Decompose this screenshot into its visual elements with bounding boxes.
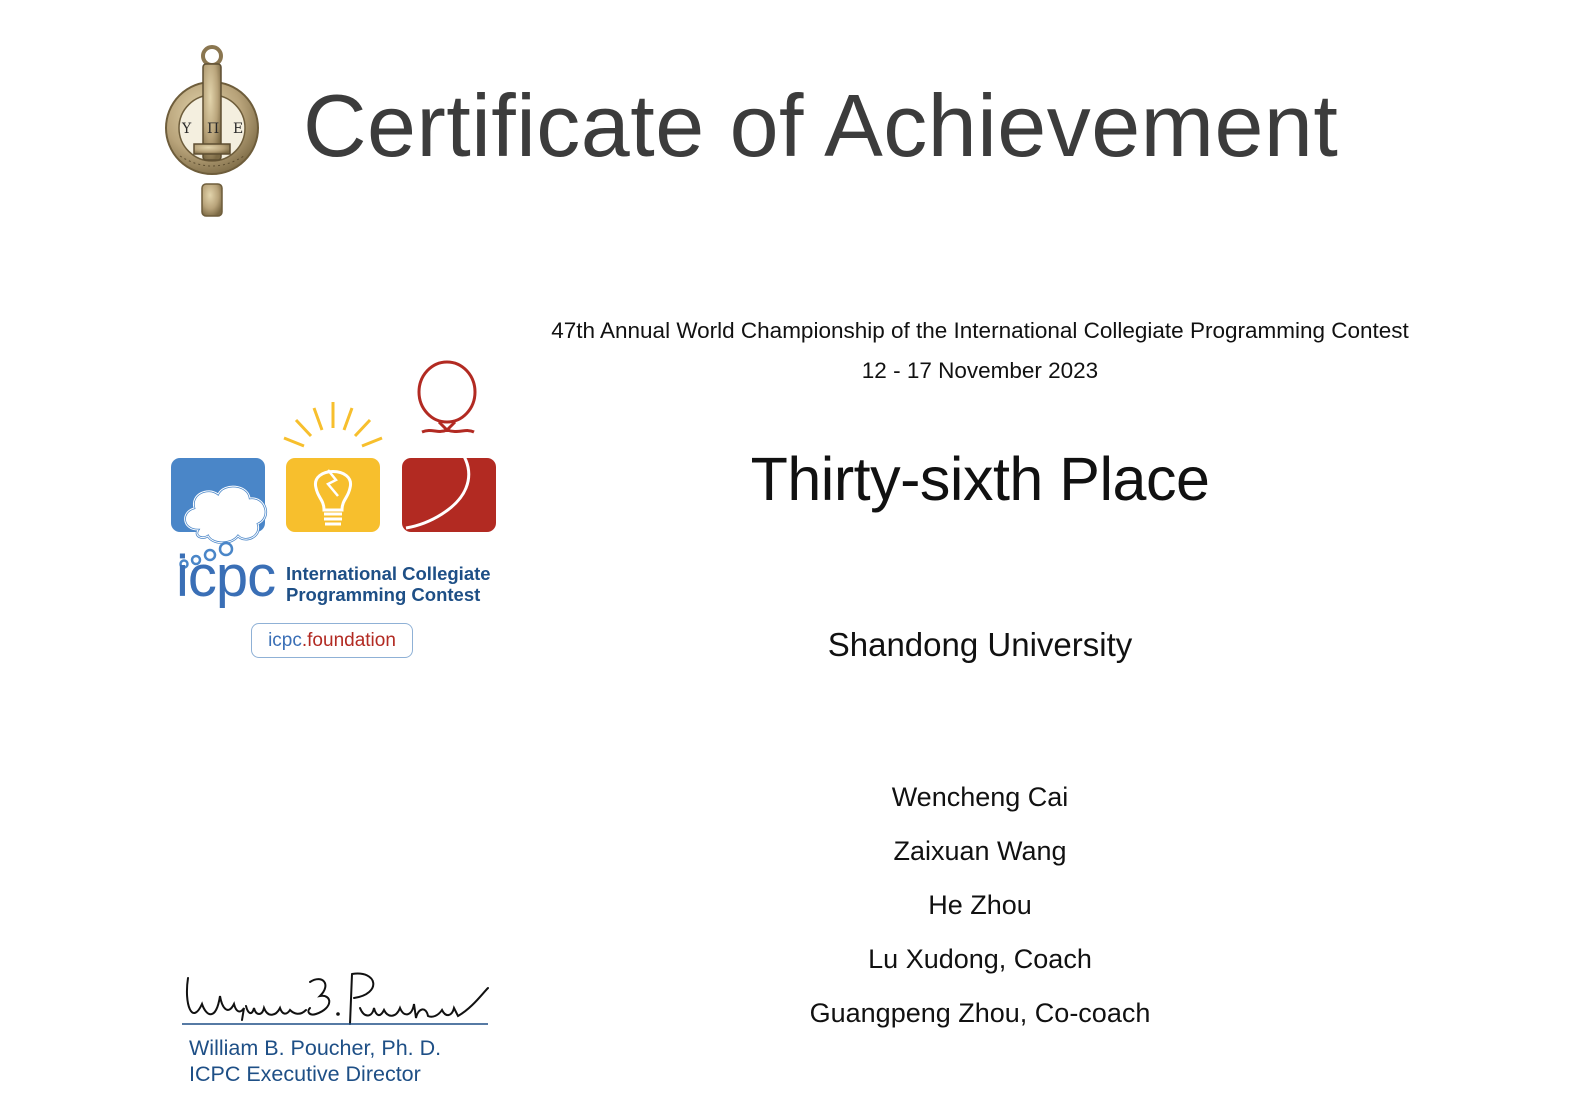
foundation-part1: icpc xyxy=(268,630,302,651)
seal-letter-epsilon: Ε xyxy=(233,121,244,137)
icpc-full-name-line2: Programming Contest xyxy=(286,584,481,605)
icpc-full-name-line1: International Collegiate xyxy=(286,563,491,584)
lightbulb-icon xyxy=(284,402,382,532)
award-place: Thirty-sixth Place xyxy=(750,445,1210,513)
team-co-coach: Guangpeng Zhou, Co-coach xyxy=(809,998,1151,1028)
icpc-foundation-badge xyxy=(251,623,413,658)
seal-letter-upsilon: Υ xyxy=(182,121,192,137)
handwritten-signature xyxy=(182,964,490,1028)
contest-name: 47th Annual World Championship of the International Collegiate Programming Contest xyxy=(551,318,1409,343)
team-member: Zaixuan Wang xyxy=(893,836,1067,866)
upe-seal-logo xyxy=(162,44,262,220)
team-coach: Lu Xudong, Coach xyxy=(868,944,1092,974)
icpc-wordmark: icpc xyxy=(176,544,276,609)
icpc-full-name xyxy=(286,563,491,605)
seal-letter-pi: Π xyxy=(207,121,220,137)
team-member: Wencheng Cai xyxy=(891,782,1069,812)
university-name: Shandong University xyxy=(827,626,1133,663)
certificate-title: Certificate of Achievement xyxy=(303,76,1339,175)
contest-dates: 12 - 17 November 2023 xyxy=(861,358,1099,383)
signatory-role: ICPC Executive Director xyxy=(189,1062,421,1086)
icpc-logo-graphic xyxy=(168,358,500,668)
team-member: He Zhou xyxy=(928,890,1032,920)
foundation-part2: .foundation xyxy=(301,630,396,651)
signatory-name: William B. Poucher, Ph. D. xyxy=(189,1036,442,1060)
